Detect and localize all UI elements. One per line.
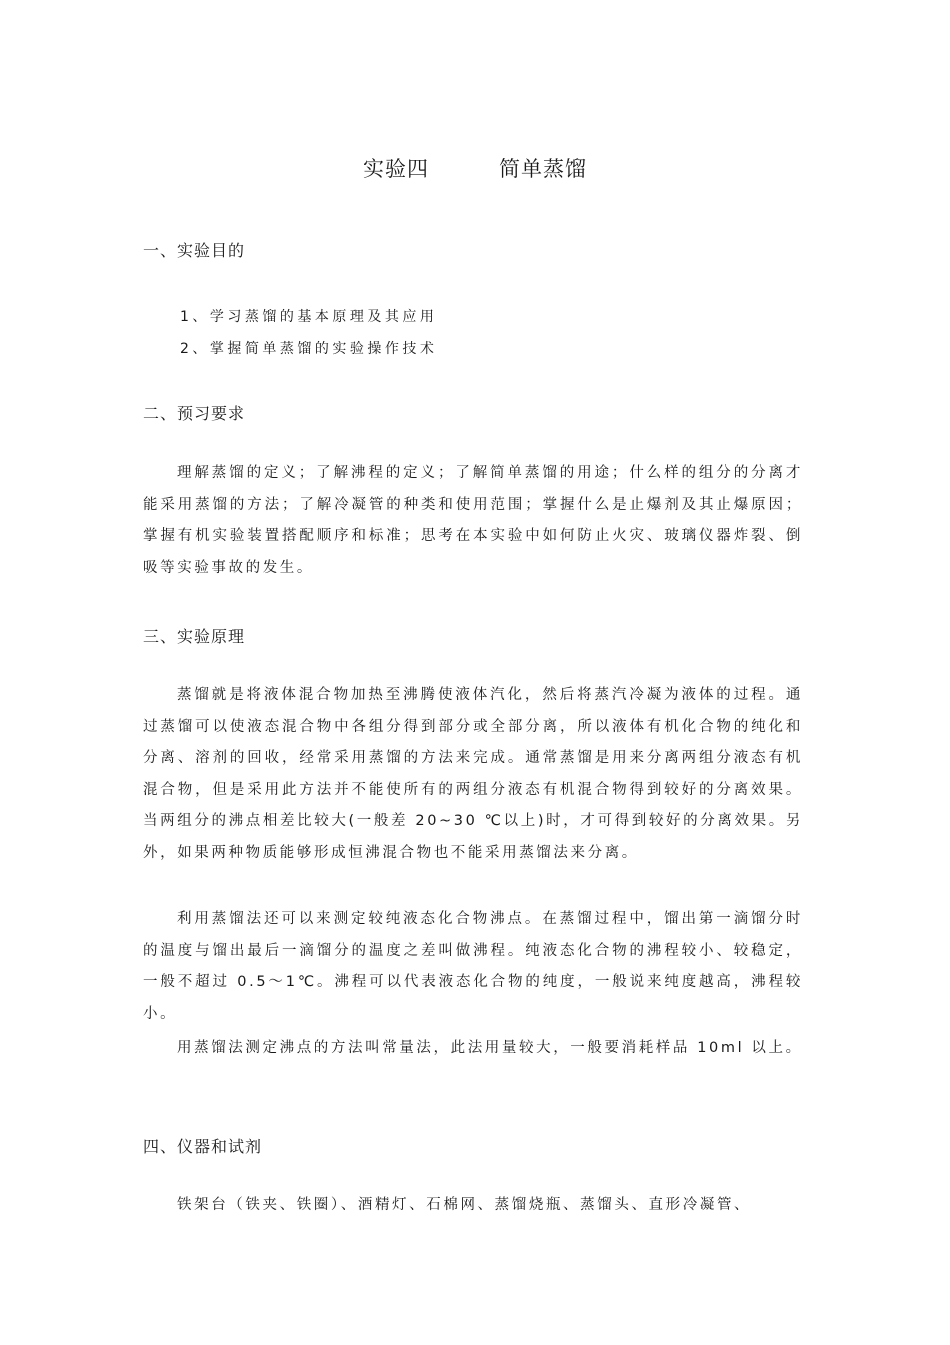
title-experiment-number: 实验四 — [363, 157, 429, 181]
preview-paragraph: 理解蒸馏的定义；了解沸程的定义；了解简单蒸馏的用途；什么样的组分的分离才能采用蒸馏的方法；了解冷凝管的种类和使用范围；掌握什么是止爆剂及其止爆原因；掌握有机实验装置搭配顺序和标准；思考在本实验中如何防止火灾、玻璃仪器炸裂、倒吸等实验事故的发生。 — [143, 465, 803, 576]
section-heading-preview: 二、预习要求 — [143, 404, 246, 423]
section-heading-objectives: 一、实验目的 — [143, 241, 246, 260]
objective-item: 2、掌握简单蒸馏的实验操作技术 — [180, 341, 438, 357]
page-title — [0, 153, 950, 183]
equipment-paragraph: 铁架台（铁夹、铁圈）、酒精灯、石棉网、蒸馏烧瓶、蒸馏头、直形冷凝管、 — [177, 1197, 752, 1213]
principle-paragraph: 用蒸馏法测定沸点的方法叫常量法，此法用量较大，一般要消耗样品 10ml 以上。 — [177, 1040, 803, 1056]
principle-paragraph: 利用蒸馏法还可以来测定较纯液态化合物沸点。在蒸馏过程中，馏出第一滴馏分时的温度与馏出最后一滴馏分的温度之差叫做沸程。纯液态化合物的沸程较小、较稳定，一般不超过 0.5～1℃。沸程可以代表液态化合物的纯度，一般说来纯度越高，沸程较小。 — [143, 911, 803, 1022]
section-heading-principle: 三、实验原理 — [143, 627, 246, 646]
objective-item: 1、学习蒸馏的基本原理及其应用 — [180, 309, 438, 325]
principle-paragraph: 蒸馏就是将液体混合物加热至沸腾使液体汽化，然后将蒸汽冷凝为液体的过程。通过蒸馏可以使液态混合物中各组分得到部分或全部分离，所以液体有机化合物的纯化和分离、溶剂的回收，经常采用蒸馏的方法来完成。通常蒸馏是用来分离两组分液态有机混合物，但是采用此方法并不能使所有的两组分液态有机混合物得到较好的分离效果。当两组分的沸点相差比较大(一般差 20~30 ℃以上)时，才可得到较好的分离效果。另外，如果两种物质能够形成恒沸混合物也不能采用蒸馏法来分离。 — [143, 687, 803, 861]
section-heading-equipment: 四、仪器和试剂 — [143, 1137, 263, 1156]
title-experiment-name: 简单蒸馏 — [499, 157, 587, 181]
